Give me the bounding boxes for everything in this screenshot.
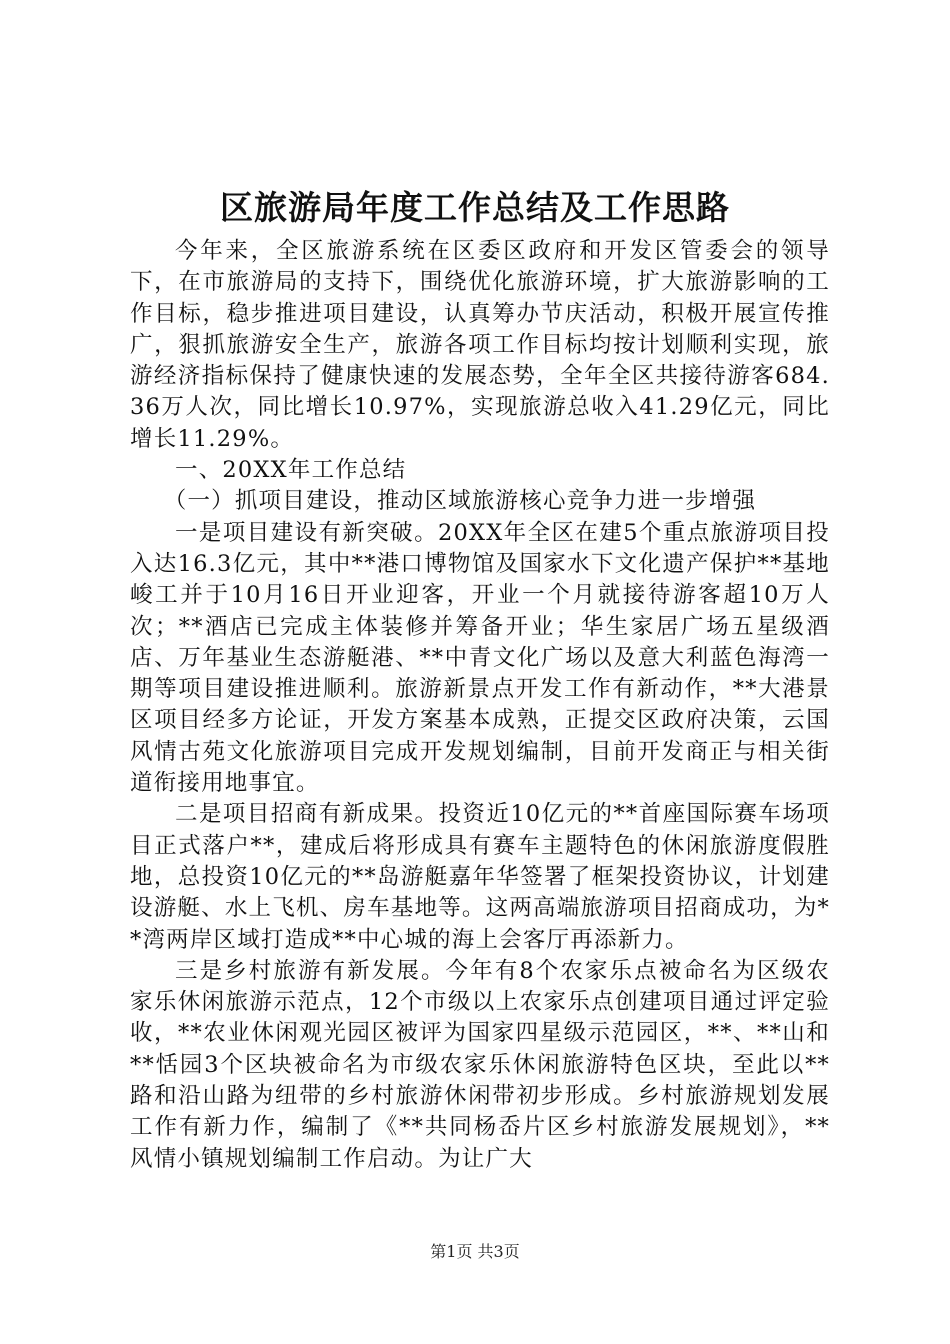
subsection-heading: （一）抓项目建设，推动区域旅游核心竞争力进一步增强	[163, 488, 757, 515]
page-footer: 第1页 共3页	[430, 1242, 520, 1261]
body-paragraph-project-construction: 一是项目建设有新突破。20XX年全区在建5个重点旅游项目投入达16.3亿元，其中**港口博物馆及国家水下文化遗产保护**基地峻工并于10月16日开业迎客，开业一个月就接待游客超10万人次；**酒店已完成主体装修并筹备开业；华生家居广场五星级酒店、万年基业生态游艇港、**中青文化广场以及意大利蓝色海湾一期等项目建设推进顺利。旅游新景点开发工作有新动作，**大港景区项目经多方论证，开发方案基本成熟，正提交区政府决策，云国风情古苑文化旅游项目完成开发规划编制，目前开发商正与相关街道衔接用地事宜。	[130, 519, 830, 797]
body-paragraph-investment: 二是项目招商有新成果。投资近10亿元的**首座国际赛车场项目正式落户**，建成后将形成具有赛车主题特色的休闲旅游度假胜地，总投资10亿元的**岛游艇嘉年华签署了框架投资协议，计划建设游艇、水上飞机、房车基地等。这两高端旅游项目招商成功，为**湾两岸区域打造成**中心城的海上会客厅再添新力。	[130, 801, 830, 953]
document-body	[130, 236, 830, 1175]
intro-paragraph: 今年来，全区旅游系统在区委区政府和开发区管委会的领导下，在市旅游局的支持下，围绕优化旅游环境，扩大旅游影响的工作目标，稳步推进项目建设，认真筹办节庆活动，积极开展宣传推广，狠抓旅游安全生产，旅游各项工作目标均按计划顺利实现，旅游经济指标保持了健康快速的发展态势，全年全区共接待游客684.36万人次，同比增长10.97%，实现旅游总收入41.29亿元，同比增长11.29%。	[130, 238, 830, 452]
body-paragraph-rural-tourism: 三是乡村旅游有新发展。今年有8个农家乐点被命名为区级农家乐休闲旅游示范点，12个市级以上农家乐点创建项目通过评定验收，**农业休闲观光园区被评为国家四星级示范园区，**、**山和**恬园3个区块被命名为市级农家乐休闲旅游特色区块，至此以**路和沿山路为纽带的乡村旅游休闲带初步形成。乡村旅游规划发展工作有新力作，编制了《**共同杨岙片区乡村旅游发展规划》，**风情小镇规划编制工作启动。为让广大	[130, 957, 830, 1172]
section-heading: 一、20XX年工作总结	[175, 457, 407, 484]
document-title: 区旅游局年度工作总结及工作思路	[220, 188, 730, 227]
